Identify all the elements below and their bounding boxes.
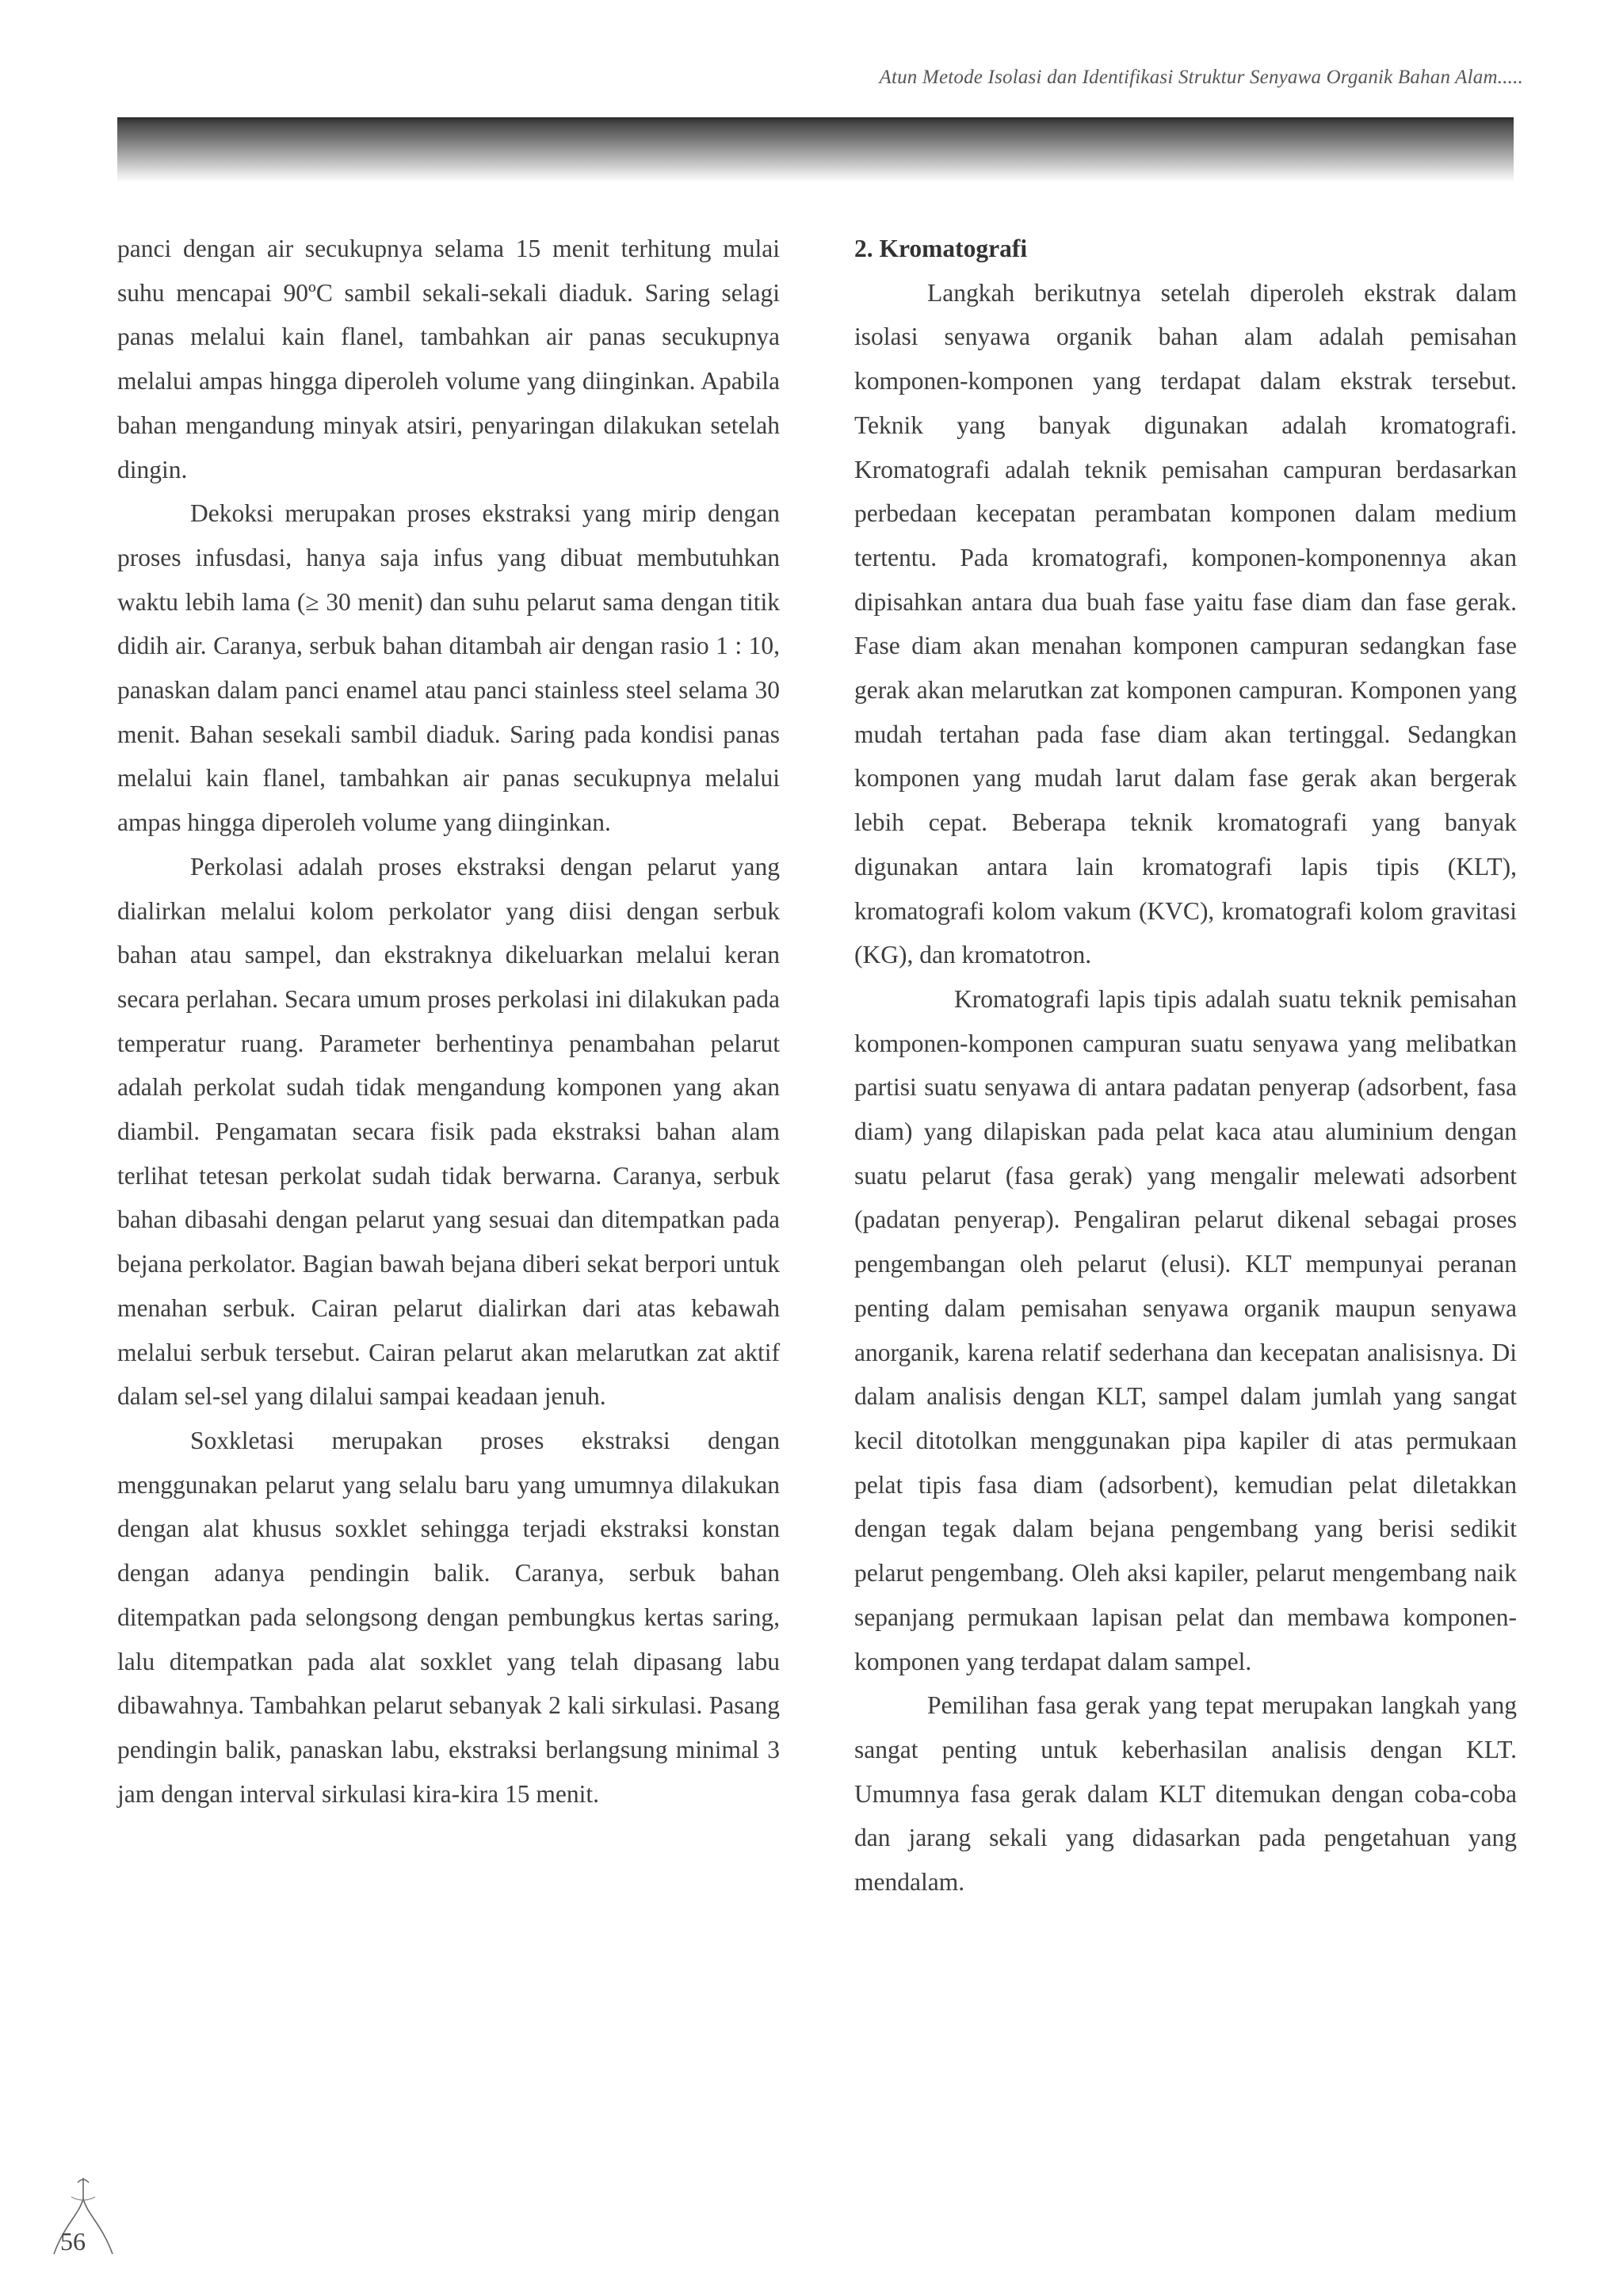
paragraph-fasa-gerak: Pemilihan fasa gerak yang tepat merupakan langkah yang sangat penting untuk keberhasilan analisis dengan KLT. Umumnya fasa gerak dalam KLT ditemukan dengan coba-coba dan jarang sekali yang didasarkan pada pengetahuan yang mendalam.: [854, 1691, 1517, 1897]
header-gradient-bar: [117, 117, 1514, 182]
page-number: 56: [60, 2227, 86, 2256]
paragraph-kromatografi-intro: Langkah berikutnya setelah diperoleh ekstrak dalam isolasi senyawa organik bahan alam adalah pemisahan komponen-komponen yang terdapat dalam ekstrak tersebut. Teknik yang banyak digunakan adalah kromatografi. Kromatografi adalah teknik pemisahan campuran berdasarkan perbedaan kecepatan perambatan komponen dalam medium tertentu. Pada kromatografi, komponen-komponennya akan dipisahkan antara dua buah fase yaitu fase diam dan fase gerak. Fase diam akan menahan komponen campuran sedangkan fase gerak akan melarutkan zat komponen campuran. Komponen yang mudah tertahan pada fase diam akan tertinggal. Sedangkan komponen yang mudah larut dalam fase gerak akan bergerak lebih cepat. Beberapa teknik kromatografi yang banyak digunakan antara lain kromatografi lapis tipis (KLT), kromatografi kolom vakum (KVC), kromatografi kolom gravitasi (KG), dan kromatotron.: [854, 278, 1517, 969]
paragraph-infusa-continued: panci dengan air secukupnya selama 15 menit terhitung mulai suhu mencapai 90ºC sambil sekali-sekali diaduk. Saring selagi panas melalui kain flanel, tambahkan air panas secukupnya melalui ampas hingga diperoleh volume yang diinginkan. Apabila bahan mengandung minyak atsiri, penyaringan dilakukan setelah dingin.: [117, 235, 780, 483]
right-column: [854, 227, 1517, 1904]
running-header-title: Atun Metode Isolasi dan Identifikasi Struktur Senyawa Organik Bahan Alam.....: [879, 67, 1523, 88]
paragraph-dekoksi: Dekoksi merupakan proses ekstraksi yang mirip dengan proses infusdasi, hanya saja infus yang dibuat membutuhkan waktu lebih lama (≥ 30 menit) dan suhu pelarut sama dengan titik didih air. Caranya, serbuk bahan ditambah air dengan rasio 1 : 10, panaskan dalam panci enamel atau panci stainless steel selama 30 menit. Bahan sesekali sambil diaduk. Saring pada kondisi panas melalui kain flanel, tambahkan air panas secukupnya melalui ampas hingga diperoleh volume yang diinginkan.: [117, 499, 780, 837]
paragraph-klt: Kromatografi lapis tipis adalah suatu teknik pemisahan komponen-komponen campuran suatu senyawa yang melibatkan partisi suatu senyawa di antara padatan penyerap (adsorbent, fasa diam) yang dilapiskan pada pelat kaca atau aluminium dengan suatu pelarut (fasa gerak) yang mengalir melewati adsorbent (padatan penyerap). Pengaliran pelarut dikenal sebagai proses pengembangan oleh pelarut (elusi). KLT mempunyai peranan penting dalam pemisahan senyawa organik maupun senyawa anorganik, karena relatif sederhana dan kecepatan analisisnya. Di dalam analisis dengan KLT, sampel dalam jumlah yang sangat kecil ditotolkan menggunakan pipa kapiler di atas permukaan pelat tipis fasa diam (adsorbent), kemudian pelat diletakkan dengan tegak dalam bejana pengembang yang berisi sedikit pelarut pengembang. Oleh aksi kapiler, pelarut mengembang naik sepanjang permukaan lapisan pelat dan membawa komponen-komponen yang terdapat dalam sampel.: [854, 984, 1517, 1675]
left-column: [117, 227, 780, 1816]
paragraph-soxkletasi: Soxkletasi merupakan proses ekstraksi dengan menggunakan pelarut yang selalu baru yang umumnya dilakukan dengan alat khusus soxklet sehingga terjadi ekstraksi konstan dengan adanya pendingin balik. Caranya, serbuk bahan ditempatkan pada selongsong dengan pembungkus kertas saring, lalu ditempatkan pada alat soxklet yang telah dipasang labu dibawahnya. Tambahkan pelarut sebanyak 2 kali sirkulasi. Pasang pendingin balik, panaskan labu, ekstraksi berlangsung minimal 3 jam dengan interval sirkulasi kira-kira 15 menit.: [117, 1426, 780, 1808]
section-heading-kromatografi: 2. Kromatografi: [854, 235, 1028, 262]
paragraph-perkolasi: Perkolasi adalah proses ekstraksi dengan pelarut yang dialirkan melalui kolom perkolator yang diisi dengan serbuk bahan atau sampel, dan ekstraknya dikeluarkan melalui keran secara perlahan. Secara umum proses perkolasi ini dilakukan pada temperatur ruang. Parameter berhentinya penambahan pelarut adalah perkolat sudah tidak mengandung komponen yang akan diambil. Pengamatan secara fisik pada ekstraksi bahan alam terlihat tetesan perkolat sudah tidak berwarna. Caranya, serbuk bahan dibasahi dengan pelarut yang sesuai dan ditempatkan pada bejana perkolator. Bagian bawah bejana diberi sekat berpori untuk menahan serbuk. Cairan pelarut dialirkan dari atas kebawah melalui serbuk tersebut. Cairan pelarut akan melarutkan zat aktif dalam sel-sel yang dilalui sampai keadaan jenuh.: [117, 852, 780, 1411]
